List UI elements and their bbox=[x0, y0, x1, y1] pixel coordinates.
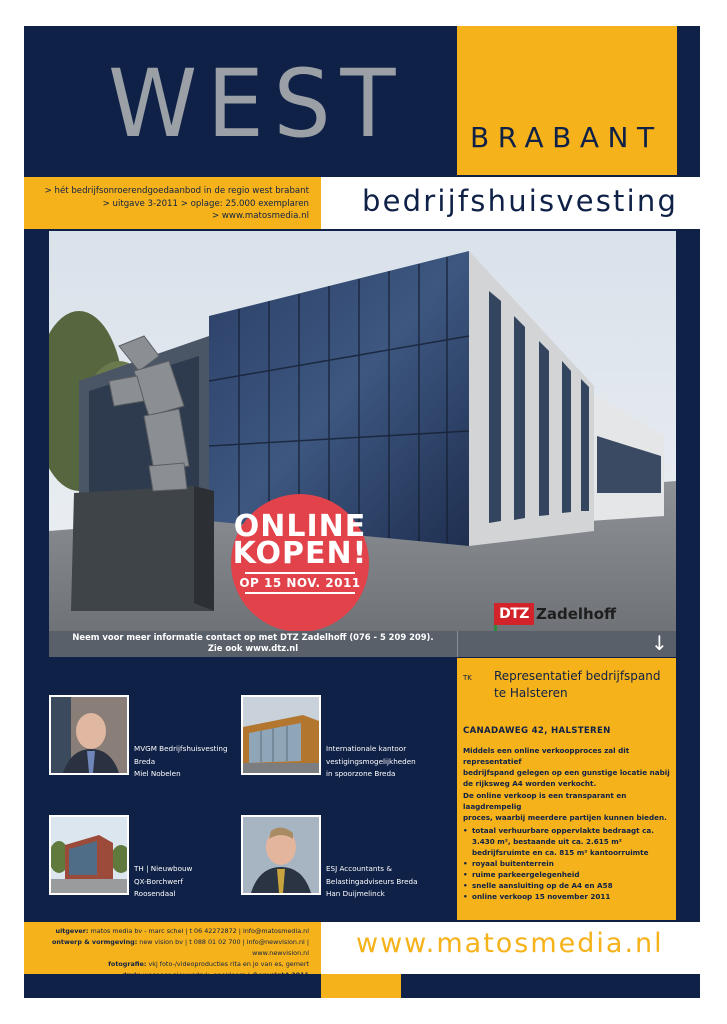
arrow-down-icon: ↓ bbox=[651, 631, 668, 655]
feature-tag: TK bbox=[463, 674, 472, 682]
dtz-logo-box: DTZ bbox=[494, 603, 534, 625]
description-line: proces, waarbij meerdere partijen kunnen bieden. bbox=[463, 813, 667, 822]
masthead-region: BRABANT bbox=[470, 121, 663, 154]
caption-line: Zie ook www.dtz.nl bbox=[207, 643, 299, 653]
listing-line: in spoorzone Breda bbox=[326, 769, 396, 778]
feature-title bbox=[494, 668, 669, 702]
colophon-value: wegener nieuwsdruk, apeldoorn | bbox=[140, 971, 252, 979]
colophon-value: new vision bv | t 088 01 02 700 | info@newvision.nl | www.newvision.nl bbox=[137, 938, 309, 957]
info-line: > uitgave 3-2011 > oplage: 25.000 exemplaren bbox=[102, 198, 309, 209]
masthead-title: WEST bbox=[108, 50, 406, 159]
office-rendering bbox=[243, 697, 319, 773]
description-line: bedrijfspand gelegen op een gunstige locatie nabij bbox=[463, 768, 670, 777]
online-kopen-badge bbox=[231, 494, 369, 632]
bullet-item: • online verkoop 15 november 2011 bbox=[463, 891, 675, 902]
listing-line: QX-Borchwerf bbox=[134, 876, 183, 886]
portrait-photo bbox=[51, 697, 127, 773]
new-build-rendering bbox=[51, 817, 127, 893]
listing-text bbox=[326, 863, 417, 901]
listing-thumb-building[interactable] bbox=[49, 815, 129, 895]
feature-description bbox=[463, 745, 673, 789]
masthead-subtitle: bedrijfshuisvesting bbox=[362, 184, 679, 218]
listing-text bbox=[134, 743, 228, 781]
feature-bullets bbox=[463, 825, 675, 902]
listing-text bbox=[326, 743, 416, 781]
listing-line: Internationale kantoor bbox=[326, 744, 407, 753]
caption-divider bbox=[457, 631, 458, 657]
hero-caption bbox=[49, 632, 457, 654]
info-line: > hét bedrijfsonroerendgoedaanbod in de regio west brabant bbox=[44, 186, 309, 196]
badge-rule bbox=[245, 592, 355, 594]
bullet-item: • royaal buitenterrein bbox=[463, 858, 675, 869]
badge-line-1: ONLINE bbox=[233, 509, 367, 544]
description-line: de rijksweg A4 worden verkocht. bbox=[463, 779, 597, 788]
listing-line: Han Duijmelinck bbox=[326, 889, 385, 898]
badge-rule bbox=[245, 572, 355, 574]
copyright: ©opyright 2011 bbox=[251, 971, 309, 979]
badge-date: OP 15 NOV. 2011 bbox=[239, 576, 361, 590]
feature-address: CANADAWEG 42, HALSTEREN bbox=[463, 726, 611, 736]
listing-text bbox=[134, 863, 192, 901]
colophon-value: vkj foto-/videoproducties rita en jo van es, gemert bbox=[146, 960, 309, 968]
info-strip bbox=[24, 177, 321, 229]
feature-title-line: Representatief bedrijfspand bbox=[494, 669, 661, 683]
colophon-label: uitgever: bbox=[55, 927, 89, 935]
bullet-item: • totaal verhuurbare oppervlakte bedraagt ca. 3.430 m², bestaande uit ca. 2.615 m² bedrijfsruimte en ca. 815 m² kantoorruimte bbox=[463, 825, 675, 858]
footer-website-link[interactable]: www.matosmedia.nl bbox=[356, 928, 664, 959]
colophon-line bbox=[24, 970, 309, 981]
feature-description bbox=[463, 790, 673, 823]
colophon-line bbox=[24, 959, 309, 970]
footer-yellow-tab bbox=[321, 974, 401, 998]
colophon-value: matos media bv - marc schel | t 06 42272872 | info@matosmedia.nl bbox=[88, 927, 309, 935]
listing-line: Miel Nobelen bbox=[134, 769, 181, 778]
badge-line-2: KOPEN! bbox=[232, 536, 368, 571]
listing-line: TH | Nieuwbouw bbox=[134, 864, 193, 873]
colophon-label: druk: bbox=[121, 971, 141, 979]
listing-thumb-portrait[interactable] bbox=[241, 815, 321, 895]
description-line: Middels een online verkoopproces zal dit representatief bbox=[463, 746, 630, 766]
caption-line: Neem voor meer informatie contact op met DTZ Zadelhoff (076 - 5 209 209). bbox=[72, 632, 434, 642]
info-line: > www.matosmedia.nl bbox=[211, 211, 309, 221]
colophon-label: fotografie: bbox=[108, 960, 147, 968]
feature-title-line: te Halsteren bbox=[494, 686, 568, 700]
listing-line: Breda bbox=[134, 756, 156, 766]
listing-line: Roosendaal bbox=[134, 889, 176, 898]
dtz-logo-name: Zadelhoff bbox=[536, 605, 617, 623]
listing-line: Belastingadviseurs Breda bbox=[326, 876, 418, 886]
description-line: De online verkoop is een transparant en laagdrempelig bbox=[463, 791, 627, 811]
portrait-photo bbox=[243, 817, 319, 893]
colophon-label: ontwerp & vormgeving: bbox=[51, 938, 138, 946]
listing-thumb-portrait[interactable] bbox=[49, 695, 129, 775]
colophon-line bbox=[24, 937, 309, 959]
colophon bbox=[24, 922, 321, 979]
bullet-item: • snelle aansluiting op de A4 en A58 bbox=[463, 880, 675, 891]
listing-thumb-building[interactable] bbox=[241, 695, 321, 775]
listing-line: ESJ Accountants & bbox=[326, 864, 392, 873]
listing-line: MVGM Bedrijfshuisvesting bbox=[134, 744, 228, 753]
listing-line: vestigingsmogelijkheden bbox=[326, 756, 416, 766]
bullet-item: • ruime parkeergelegenheid bbox=[463, 869, 675, 880]
colophon-line bbox=[24, 926, 309, 937]
